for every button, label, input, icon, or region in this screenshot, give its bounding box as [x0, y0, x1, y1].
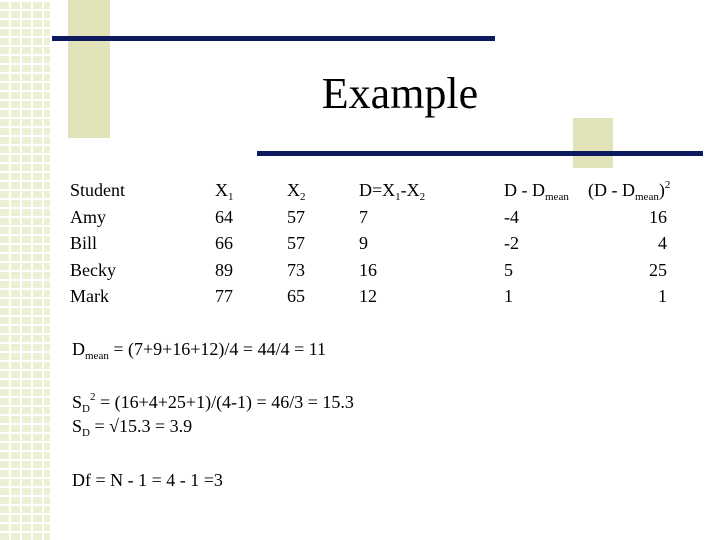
- x1-value: 77: [215, 286, 233, 306]
- squared-value: 16: [649, 206, 667, 227]
- squared-column: [600, 204, 667, 310]
- slide-title: Example: [321, 69, 479, 118]
- deviation-value: 1: [504, 286, 513, 306]
- x2-value: 57: [287, 233, 305, 253]
- variance-formula: $S_D^2 = (16+4+25+1)/(4-1) = 46/3 = 15.3$: [72, 391, 354, 415]
- accent-box-right: [573, 118, 613, 168]
- student-column: [70, 177, 125, 310]
- student-name: Becky: [70, 259, 116, 280]
- accent-box-top: [68, 0, 110, 138]
- d-value: 16: [359, 259, 377, 280]
- x2-value: 65: [287, 286, 305, 306]
- squared-header: $(D - D_{mean})^2$: [588, 179, 671, 203]
- x1-value: 89: [215, 259, 233, 280]
- squared-value: 4: [658, 233, 667, 253]
- d-header: $D=X_1-X_2$: [359, 180, 426, 203]
- deviation-value: 5: [504, 259, 513, 280]
- x2-value: 57: [287, 206, 305, 227]
- d-column: [359, 177, 425, 310]
- deviation-header: D - $D_{mean}$: [504, 180, 569, 203]
- d-value: 7: [359, 206, 368, 227]
- student-header: Student: [70, 180, 126, 200]
- sd-formula: $S_D = √15.3 = 3.9$: [72, 416, 193, 439]
- x2-column: [287, 177, 306, 310]
- squared-value: 1: [658, 286, 667, 306]
- left-decorative-stripe: [0, 0, 50, 540]
- x1-column: [215, 177, 234, 310]
- deviation-value: -4: [504, 206, 519, 227]
- d-value: 12: [359, 286, 377, 306]
- deviation-column: [504, 177, 569, 310]
- df-formula: Df = N - 1 = 4 - 1 =3: [72, 470, 223, 490]
- squared-value: 25: [649, 259, 667, 280]
- x1-header: $X_1$: [215, 180, 234, 203]
- x1-value: 66: [215, 233, 233, 253]
- student-name: Bill: [70, 233, 98, 253]
- x2-header: $X_2$: [287, 180, 306, 203]
- dmean-formula: $D_{mean} = (7+9+16+12)/4 = 44/4 = 11$: [72, 339, 327, 362]
- deviation-value: -2: [504, 233, 519, 253]
- x1-value: 64: [215, 206, 233, 227]
- d-value: 9: [359, 233, 368, 253]
- rule-right: [257, 151, 703, 156]
- rule-top: [52, 36, 495, 41]
- x2-value: 73: [287, 259, 305, 280]
- student-name: Amy: [70, 206, 106, 227]
- student-name: Mark: [70, 286, 109, 306]
